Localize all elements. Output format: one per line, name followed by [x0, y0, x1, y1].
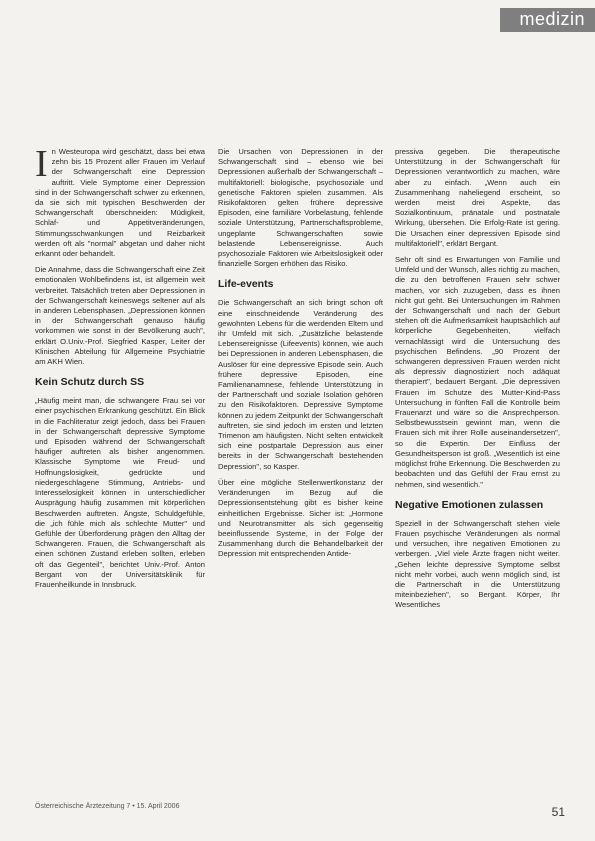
paragraph-text: n Westeuropa wird geschätzt, dass bei etwa zehn bis 15 Prozent aller Frauen im Verlauf der Schwangerschaft eine Depression auftritt. Viele Symptome einer Depression sind in der Schwangerschaft schwer zu erkennen, da sie sich mit typischen Beschwerden der Schwangerschaft überschneiden: Müdigkeit, Schlaf- und Appetitveränderungen, Stimmungsschwankungen und Reizbarkeit werden oft als "normal" abgetan und daher nicht erkannt oder behandelt. [35, 147, 205, 259]
paragraph: pressiva gegeben. Die therapeutische Unterstützung in der Schwangerschaft für Depressionen verantwortlich zu machen, wäre aber zu einfach. „Wenn auch ein Zusammenhang naheliegend erscheint, so werden meist drei Aspekte, das Sozialkontinuum, pränatale und postnatale Wirkung, übersehen. Die Erfolg-Rate ist gering. Die Ursachen einer depressiven Episode sind multifaktoriell", erklärt Bergant. [395, 147, 560, 248]
paragraph: Über eine mögliche Stellenwertkonstanz der Veränderungen im Bezug auf die Depressionsentstehung gibt es bisher keine einheitlichen Ergebnisse. Sicher ist: „Hormone und Neurotransmitter als sich gegenseitig beeinflussende Systeme, in der Folge der Zusammenhang durch die Behandelbarkeit der Depression mit entsprechenden Antide- [218, 477, 383, 559]
page-footer: Österreichische Ärztezeitung 7 • 15. April 2006 [35, 803, 180, 810]
paragraph: Die Annahme, dass die Schwangerschaft eine Zeit emotionalen Wohlbefindens ist, ist allgemein weit verbreitet. Tatsächlich treten aber Depressionen in der Schwangerschaft keineswegs seltener auf als in anderen Lebensphasen. „Depressionen können in der Schwangerschaft genauso häufig vorkommen wie sonst in der Bevölkerung auch", erklärt O.Univ.-Prof. Siegfried Kasper, Leiter der Klinischen Abteilung für Allgemeine Psychiatrie am AKH Wien. [35, 265, 205, 367]
paragraph: „Häufig meint man, die schwangere Frau sei vor einer psychischen Erkrankung geschützt. Ein Blick in die Fachliteratur zeigt jedoch, dass bei Frauen in der Schwangerschaft depressive Symptome und Episoden während der Schwangerschaft häufiger auftreten als bisher angenommen. Klassische Symptome wie Freud- und Hoffnungslosigkeit, gedrückte und niedergeschlagene Stimmung, Antriebs- und Interesselosigkeit können in unterschiedlicher Ausprägung häufig zusammen mit körperlichen Beschwerden auftreten. Ängste, Schuldgefühle, die „ich fühle mich als schlechte Mutter" und Gefühle der Überforderung prägen den Alltag der Schwangeren. Frauen, die Schwangerschaft als einen schönen Zustand erleben sollten, erleben oft das Gegenteil", berichtet Univ.-Prof. Anton Bergant von der Universitätsklinik für Frauenheilkunde in Innsbruck. [35, 396, 205, 589]
section-tab [500, 8, 595, 32]
page-number: 51 [551, 805, 565, 819]
column-3 [395, 147, 560, 617]
column-2 [218, 147, 383, 566]
column-1 [35, 143, 205, 596]
paragraph: Die Schwangerschaft an sich bringt schon oft eine einschneidende Veränderung des gewohnten Lebens für die werdenden Eltern und ihr Umfeld mit sich. „Zusätzliche belastende Lebensereignisse (Lifeevents) können, wie auch bei Depressionen in anderen Lebensphasen, die Auslöser für eine depressive Episode sein. Auch frühere depressive Episoden, eine Familienanamnese, fehlende Unterstützung in der Partnerschaft und soziale Isolation gehören zu den Risikofaktoren. Depressive Symptome können zu jedem Zeitpunkt der Schwangerschaft auftreten, sie sind jedoch im ersten und letzten Trimenon am häufigsten. Nicht selten entwickelt sich eine postpartale Depression aus einer bereits in der Schwangerschaft bestehenden Depression", so Kasper. [218, 298, 383, 471]
subheading: Negative Emotionen zulassen [395, 498, 544, 511]
drop-cap: I [35, 143, 48, 185]
section-label: medizin [519, 9, 585, 29]
subheading: Life-events [218, 278, 274, 291]
paragraph: Speziell in der Schwangerschaft stehen viele Frauen psychische Veränderungen als normal und versuchen, ihre negativen Emotionen zu verbergen. „Viel viele Ärzte fragen nicht weiter. „Gehen leichte depressive Symptome selbst nicht mehr vorbei, auch wenn möglich sind, ist die Partnerschaft in die Unterstützung miteinbeziehen", so Bergant. Körper, Ihr Wesentliches [395, 518, 560, 610]
paragraph: Sehr oft sind es Erwartungen von Familie und Umfeld und der Wunsch, alles richtig zu machen, die zu den betroffenen Frauen sehr schwer machen, vor sich zuzugeben, dass es ihnen nicht gut geht. Bei Untersuchungen im Rahmen der Schwangerschaft und nach der Geburt stehen oft die Aufmerksamkeit hauptsächlich auf körperliche Gegebenheiten, vielfach vernachlässigt wird die Untersuchung des psychischen Befindens. „90 Prozent der schwangeren depressiven Frauen werden nicht als depressiv diagnostiziert noch adäquat therapiert", bedauert Bergant. „Die depressiven Frauen im Schutze des Mutter-Kind-Pass Untersuchung in fünften Fall die Kontrolle beim Frauenarzt und wäre so die Ansprechperson. Selbstbewusstsein gewinnt man, wenn die Frauen sich mit ihrer Rolle auseinandersetzen", so die Expertin. Der Einfluss der Gesundheitsperson ist groß. „Wesentlich ist eine möglichst frühe Erkennung. Die Beschwerden zu beobachten und das Gefühl der Frau ernst zu nehmen, sind wesentlich." [395, 255, 560, 489]
subheading: Kein Schutz durch SS [35, 376, 145, 389]
paragraph: Die Ursachen von Depressionen in der Schwangerschaft sind – ebenso wie bei Depressionen außerhalb der Schwangerschaft – multifaktoriell: biologische, psychosoziale und genetische Faktoren spielen zusammen. Als Risikofaktoren gelten frühere depressive Episoden, eine familiäre Vorbelastung, fehlende soziale Unterstützung, Partnerschaftsprobleme, ungeplante Schwangerschaften sowie belastende Lebensereignisse. Auch psychosoziale Faktoren wie Arbeitslosigkeit oder finanzielle Sorgen erhöhen das Risiko. [218, 147, 383, 269]
paragraph [35, 143, 205, 259]
